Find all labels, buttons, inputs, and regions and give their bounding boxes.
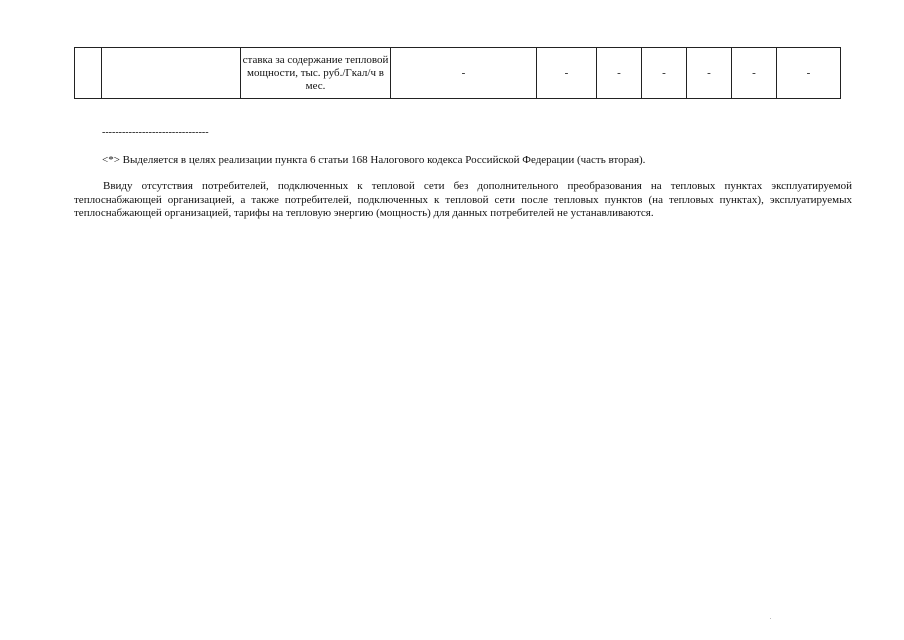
rate-label-cell: ставка за содержание тепловой мощности, тыс. руб./Гкал/ч в мес. xyxy=(241,48,391,99)
footnote-separator: -------------------------------- xyxy=(102,127,209,138)
row-group-cell xyxy=(102,48,241,99)
value-cell: - xyxy=(687,48,732,99)
table-row xyxy=(75,48,841,99)
footnote-text: <*> Выделяется в целях реализации пункта 6 статьи 168 Налогового кодекса Российской Федерации (часть вторая). xyxy=(102,154,646,166)
row-number-cell xyxy=(75,48,102,99)
value-cell: - xyxy=(391,48,537,99)
body-paragraph: Ввиду отсутствия потребителей, подключенных к тепловой сети без дополнительного преобразования на тепловых пунктах эксплуатируемой теплоснабжающей организацией, а также потребителей, подключенных к тепловой сети после тепловых пунктов (на тепловых пунктах), эксплуатируемых теплоснабжающей организацией, тарифы на тепловую энергию (мощность) для данных потребителей не устанавливаются. xyxy=(74,180,852,219)
tariff-table xyxy=(74,47,841,99)
value-cell: - xyxy=(732,48,777,99)
value-cell: - xyxy=(597,48,642,99)
scan-artifact xyxy=(770,618,771,619)
value-cell: - xyxy=(777,48,841,99)
value-cell: - xyxy=(642,48,687,99)
value-cell: - xyxy=(537,48,597,99)
